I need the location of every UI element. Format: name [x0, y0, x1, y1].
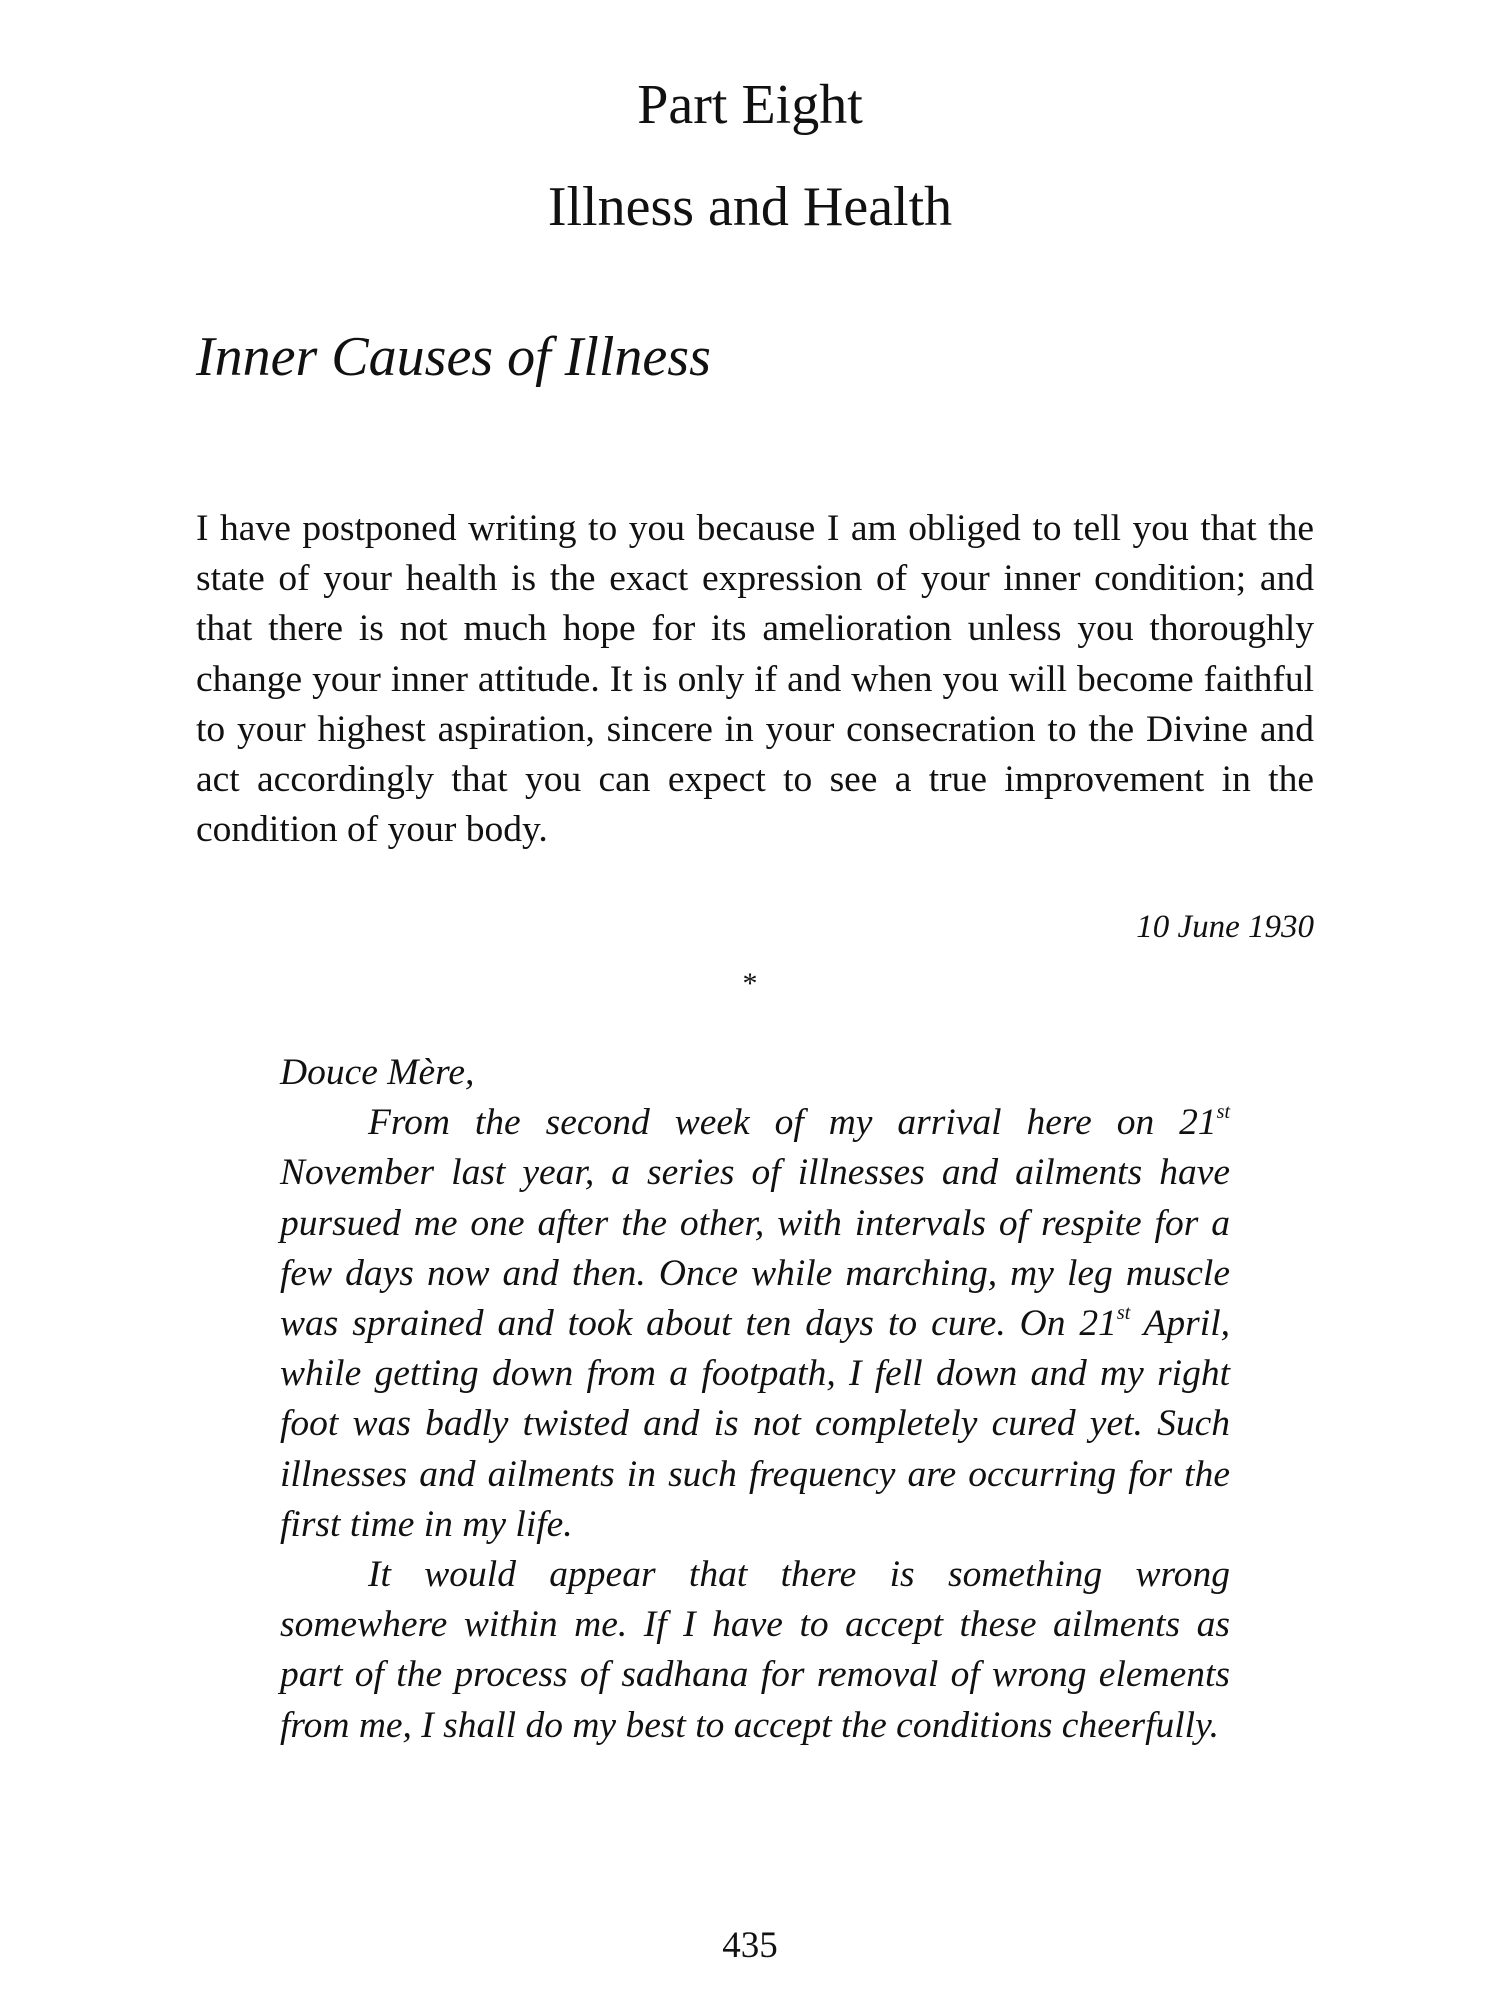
body-paragraph: I have postponed writing to you because I am obliged to tell you that the state of your health is the exact expression of your inner condition; and that there is not much hope for its amelioration unless you thoroughly change your inner attitude. It is only if and when you will become faithful to your highest aspiration, sincere in your consecration to the Divine and act accordingly that you can expect to see a true improvement in the condition of your body. [196, 508, 1314, 851]
date-line: 10 June 1930 [1136, 909, 1314, 945]
section-separator: * [742, 967, 758, 1000]
letter-paragraph-1 [280, 1098, 1230, 1550]
ordinal-suffix: st [1116, 1302, 1131, 1325]
letter-p1-text-b: November last year, a series of illnesses and ailments have pursued me one after the other, with intervals of respite for a few days now and then. Once while marching, my leg muscle was sprained and took about ten days to cure. On 21 [280, 1152, 1230, 1345]
page-number: 435 [722, 1925, 778, 1966]
letter-paragraph-2: It would appear that there is something wrong somewhere within me. If I have to accept these ailments as part of the process of sadhana for removal of wrong elements from me, I shall do my best to accept the conditions cheerfully. [280, 1554, 1230, 1746]
part-title: Part Eight [637, 74, 863, 136]
letter-salutation: Douce Mère, [280, 1052, 475, 1093]
ordinal-suffix: st [1216, 1101, 1230, 1124]
letter-block [280, 1048, 1230, 1751]
letter-p1-text-c: April, while getting down from a footpath, I fell down and my right foot was badly twisted and is not completely cured yet. Such illnesses and ailments in such frequency are occurring for the first time in my life. [280, 1303, 1230, 1545]
letter-p1-text-a: From the second week of my arrival here on 21 [368, 1102, 1217, 1144]
section-title: Illness and Health [547, 176, 953, 238]
chapter-title: Inner Causes of Illness [196, 326, 711, 388]
